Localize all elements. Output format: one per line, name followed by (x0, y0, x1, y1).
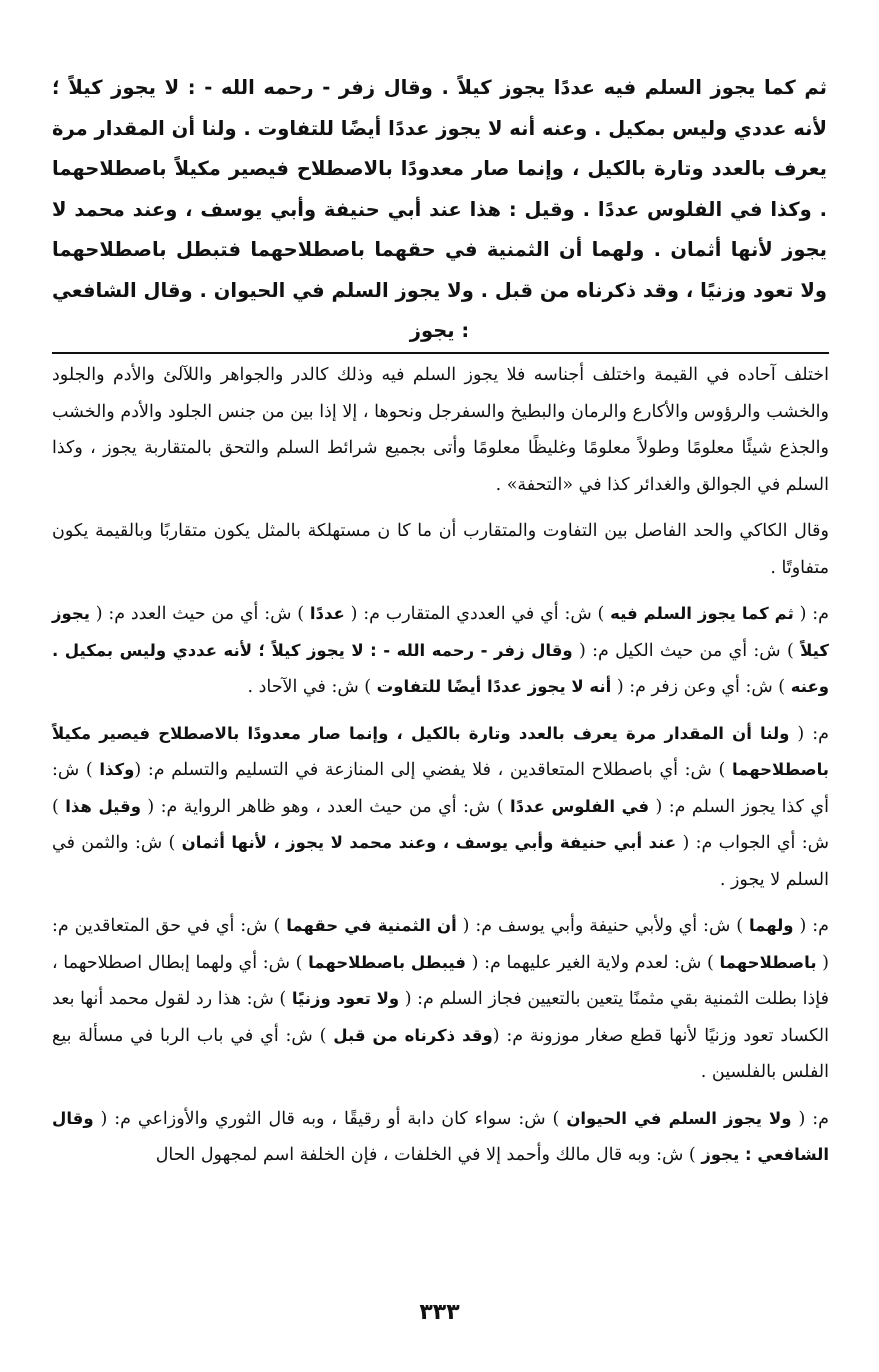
commentary-paragraph-3: م: ( ثم كما يجوز السلم فيه ) ش: أي في العددي المتقارب م: ( عددًا ) ش: أي من حيث العدد م: ( يجوز كيلاً ) ش: أي من حيث الكيل م: ( وقال زفر - رحمه الله - : لا يجوز كيلاً ؛ لأنه عددي وليس بمكيل . وعنه ) ش: أي وعن زفر م: ( أنه لا يجوز عددًا أيضًا للتفاوت ) ش: في الآحاد . (52, 604, 829, 697)
footnote-separator-line (52, 352, 829, 354)
commentary-paragraph-6: م: ( ولا يجوز السلم في الحيوان ) ش: سواء كان دابة أو رقيقًا ، وبه قال الثوري والأوزاعي م: ( وقال الشافعي : يجوز ) ش: وبه قال مالك وأحمد إلا في الخلفات ، فإن الخلفة اسم لمجهول الحال (52, 1108, 829, 1165)
commentary-paragraph-4: م: ( ولنا أن المقدار مرة يعرف بالعدد وتارة بالكيل ، وإنما صار معدودًا بالاصطلاح فيصير مكيلاً باصطلاحهما ) ش: أي باصطلاح المتعاقدين ، فلا يفضي إلى المنازعة في التسليم والتسلم م: (وكذا ) ش: أي كذا يجوز السلم م: ( في الفلوس عددًا ) ش: أي من حيث العدد ، وهو ظاهر الرواية م: ( وقيل هذا ) ش: أي الجواب م: ( عند أبي حنيفة وأبي يوسف ، وعند محمد لا يجوز ، لأنها أثمان ) ش: والثمن في السلم لا يجوز . (52, 723, 829, 890)
commentary-paragraph-1: اختلف آحاده في القيمة واختلف أجناسه فلا يجوز السلم فيه وذلك كالدر والجواهر واللآلئ والأدم والجلود والخشب والرؤوس والأكارع والرمان والبطيخ والسفرجل ونحوها ، إلا إذا بين من جنس الجلود والأدم والخشب والجذع شيئًا معلومًا وطولاً معلومًا وغليظًا معلومًا وأتى بجميع شرائط السلم والتحق بالمتقاربة يجوز ، وكذا السلم في الجوالق والغدائر كذا في «التحفة» . (52, 365, 829, 495)
page-number: ٣٣٣ (419, 1300, 460, 1325)
commentary-paragraph-5: م: ( ولهما ) ش: أي ولأبي حنيفة وأبي يوسف م: ( أن الثمنية في حقهما ) ش: أي في حق المتعاقدين م: ( باصطلاحهما ) ش: لعدم ولاية الغير عليهما م: ( فيبطل باصطلاحهما ) ش: أي ولهما إبطال اصطلاحهما ، فإذا بطلت الثمنية بقي مثمنًا يتعين بالتعيين فجاز السلم م: ( ولا تعود وزنيًا ) ش: هذا رد لقول محمد أنها بعد الكساد تعود وزنيًا لأنها قطع صغار موزونة م: (وقد ذكرناه من قبل ) ش: أي في باب الربا في مسألة بيع الفلس بالفلسين . (52, 916, 829, 1082)
commentary-block (52, 357, 829, 1184)
main-text-paragraph: ثم كما يجوز السلم فيه عددًا يجوز كيلاً . وقال زفر - رحمه الله - : لا يجوز كيلاً ؛ لأنه عددي وليس بمكيل . وعنه أنه لا يجوز عددًا أيضًا للتفاوت . ولنا أن المقدار مرة يعرف بالعدد وتارة بالكيل ، وإنما صار معدودًا بالاصطلاح فيصير مكيلاً باصطلاحهما . وكذا في الفلوس عددًا . وقيل : هذا عند أبي حنيفة وأبي يوسف ، وعند محمد لا يجوز لأنها أثمان . ولهما أن الثمنية في حقهما باصطلاحهما فتبطل باصطلاحهما ولا تعود وزنيًا ، وقد ذكرناه من قبل . ولا يجوز السلم في الحيوان . وقال الشافعي : يجوز (52, 76, 827, 342)
commentary-paragraph-2: وقال الكاكي والحد الفاصل بين التفاوت والمتقارب أن ما كا ن مستهلكة بالمثل يكون متقاربًا وبالقيمة يكون متفاوتًا . (52, 521, 829, 578)
main-text-block (52, 68, 827, 352)
